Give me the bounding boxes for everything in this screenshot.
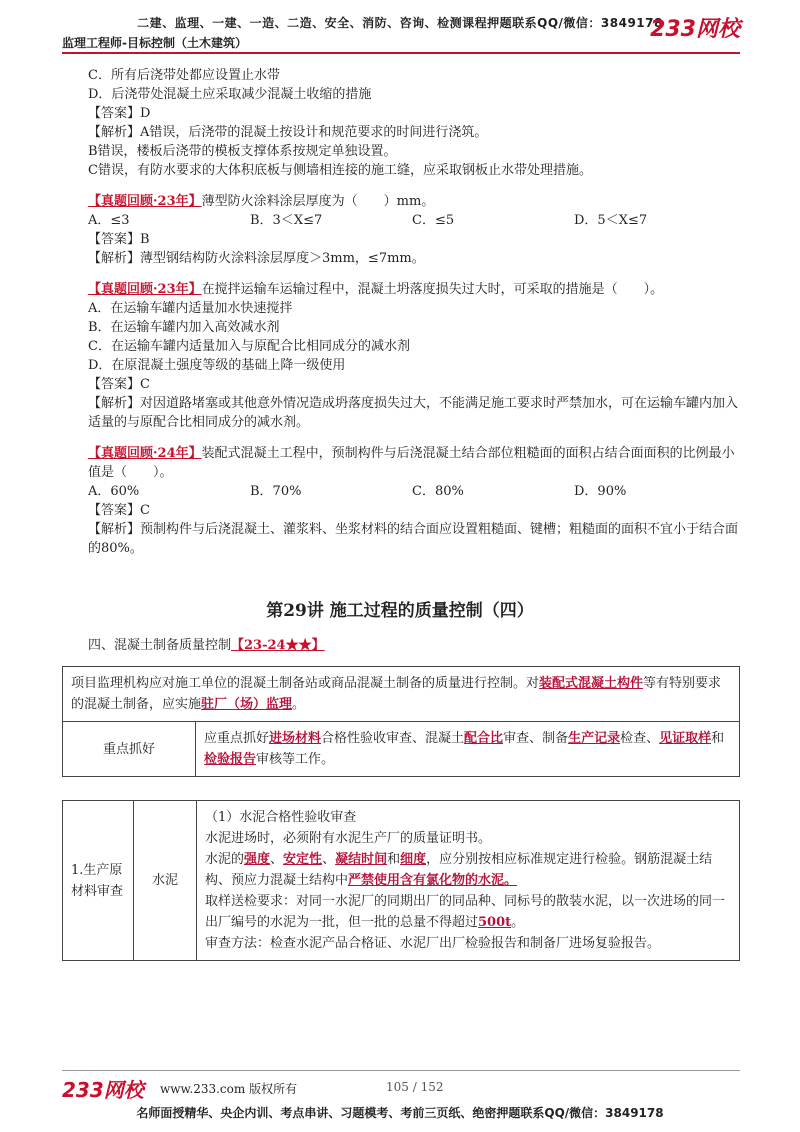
page-number: 105 / 152 — [386, 1080, 444, 1094]
cement-line-3: 取样送检要求：对同一水泥厂的同期出厂的同品种、同标号的散装水泥，以一次进场的同一出厂编号的水泥为一批，但一批的总量不得超过500t。 — [205, 894, 726, 930]
q2-option-c: C．在运输车罐内适量加入与原配合比相同成分的减水剂 — [88, 339, 410, 354]
section-label: 四、混凝土制备质量控制 — [88, 638, 232, 653]
prev-option-d: D．后浇带处混凝土应采取减少混凝土收缩的措施 — [88, 87, 372, 102]
q3-explanation: 【解析】预制构件与后浇混凝土、灌浆料、坐浆材料的结合面应设置粗糙面、键槽；粗糙面的面积不宜小于结合面的80%。 — [88, 522, 739, 556]
header-divider — [62, 52, 740, 54]
cement-line-2: 水泥的强度、安定性、凝结时间和细度，应分别按相应标准规定进行检验。钢筋混凝土结构、预应力混凝土结构中严禁使用含有氯化物的水泥。 — [205, 852, 713, 888]
q3-option-c: C．80% — [412, 484, 464, 499]
q1-options — [88, 211, 738, 230]
footer-promo: 名师面授精华、央企内训、考点串讲、习题模考、考前三页纸、绝密押题联系QQ/微信：3849178 — [136, 1106, 664, 1120]
q2-stem: 【真题回顾·23年】在搅拌运输车运输过程中，混凝土坍落度损失过大时，可采取的措施是（ ）。 — [88, 282, 664, 297]
q3-answer: 【答案】C — [88, 503, 150, 518]
q1-option-b: B．3＜X≤7 — [250, 213, 323, 228]
q2-option-a: A．在运输车罐内适量加水快速搅拌 — [88, 301, 293, 316]
resident-supervision-highlight: 驻厂（场）监理 — [201, 697, 293, 712]
material-cell: 水泥 — [134, 801, 197, 961]
q1-option-c: C．≤5 — [412, 213, 455, 228]
q2-explanation: 【解析】对因道路堵塞或其他意外情况造成坍落度损失过大，不能满足施工要求时严禁加水，可在运输车罐内加入适量的与原配合比相同成分的减水剂。 — [88, 396, 739, 430]
cement-line-4: 审查方法：检查水泥产品合格证、水泥厂出厂检验报告和制备厂进场复验报告。 — [205, 936, 661, 951]
footer-divider — [62, 1070, 740, 1071]
prev-option-c: C．所有后浇带处都应设置止水带 — [88, 68, 280, 83]
prev-explanation-2: B错误，楼板后浇带的模板支撑体系按规定单独设置。 — [88, 144, 397, 159]
q1-answer: 【答案】B — [88, 232, 150, 247]
section-tag: 【23-24★★】 — [231, 638, 325, 653]
key-points-label: 重点抓好 — [63, 722, 196, 777]
q1-explanation: 【解析】薄型钢结构防火涂料涂层厚度＞3mm，≤7mm。 — [88, 251, 425, 266]
q3-stem: 【真题回顾·24年】装配式混凝土工程中，预制构件与后浇混凝土结合部位粗糙面的面积占结合面面积的比例最小值是（ ）。 — [88, 446, 735, 480]
header-promo: 二建、监理、一建、一造、二造、安全、消防、咨询、检测课程押题联系QQ/微信：3849178 — [137, 16, 663, 30]
footer-logo: 233网校 — [62, 1078, 144, 1102]
q1-tag: 【真题回顾·23年】 — [88, 194, 202, 209]
q1-option-d: D．5＜X≤7 — [574, 213, 648, 228]
q3-option-a: A．60% — [88, 484, 140, 499]
header-subtitle: 监理工程师-目标控制（土木建筑） — [62, 36, 247, 50]
q3-option-d: D．90% — [574, 484, 627, 499]
brand-logo: 233网校 — [650, 17, 740, 42]
category-cell: 1.生产原材料审查 — [63, 801, 134, 961]
precast-highlight: 装配式混凝土构件 — [539, 676, 644, 691]
footer-copyright: www.233.com 版权所有 — [160, 1082, 298, 1096]
q3-tag: 【真题回顾·24年】 — [88, 446, 202, 461]
prev-answer: 【答案】D — [88, 106, 151, 121]
q2-tag: 【真题回顾·23年】 — [88, 282, 202, 297]
cement-line-1: 水泥进场时，必须附有水泥生产厂的质量证明书。 — [205, 831, 492, 846]
prev-explanation-3: C错误，有防水要求的大体积底板与侧墙相连接的施工缝，应采取钢板止水带处理措施。 — [88, 163, 592, 178]
q1-option-a: A．≤3 — [88, 213, 130, 228]
cement-heading: （1）水泥合格性验收审查 — [205, 810, 357, 825]
prev-explanation-1: 【解析】A错误，后浇带的混凝土按设计和规范要求的时间进行浇筑。 — [88, 125, 488, 140]
control-intro: 项目监理机构应对施工单位的混凝土制备站或商品混凝土制备的质量进行控制。对装配式混凝土构件等有特别要求的混凝土制备，应实施驻厂（场）监理。 — [63, 667, 740, 722]
key-points-text: 应重点抓好进场材料合格性验收审查、混凝土配合比审查、制备生产记录检查、见证取样和检验报告审核等工作。 — [196, 722, 740, 777]
q2-answer: 【答案】C — [88, 377, 150, 392]
section-heading — [88, 634, 325, 653]
q1-stem: 【真题回顾·23年】薄型防火涂料涂层厚度为（ ）mm。 — [88, 194, 435, 209]
lecture-title: 第29讲 施工过程的质量控制（四） — [266, 601, 534, 621]
cement-requirements — [197, 801, 740, 961]
q2-option-b: B．在运输车罐内加入高效减水剂 — [88, 320, 280, 335]
q3-option-b: B．70% — [250, 484, 302, 499]
raw-material-table — [62, 800, 740, 961]
q2-option-d: D．在原混凝土强度等级的基础上降一级使用 — [88, 358, 346, 373]
question-list — [88, 66, 738, 558]
q3-options — [88, 482, 738, 501]
concrete-control-table — [62, 666, 740, 777]
